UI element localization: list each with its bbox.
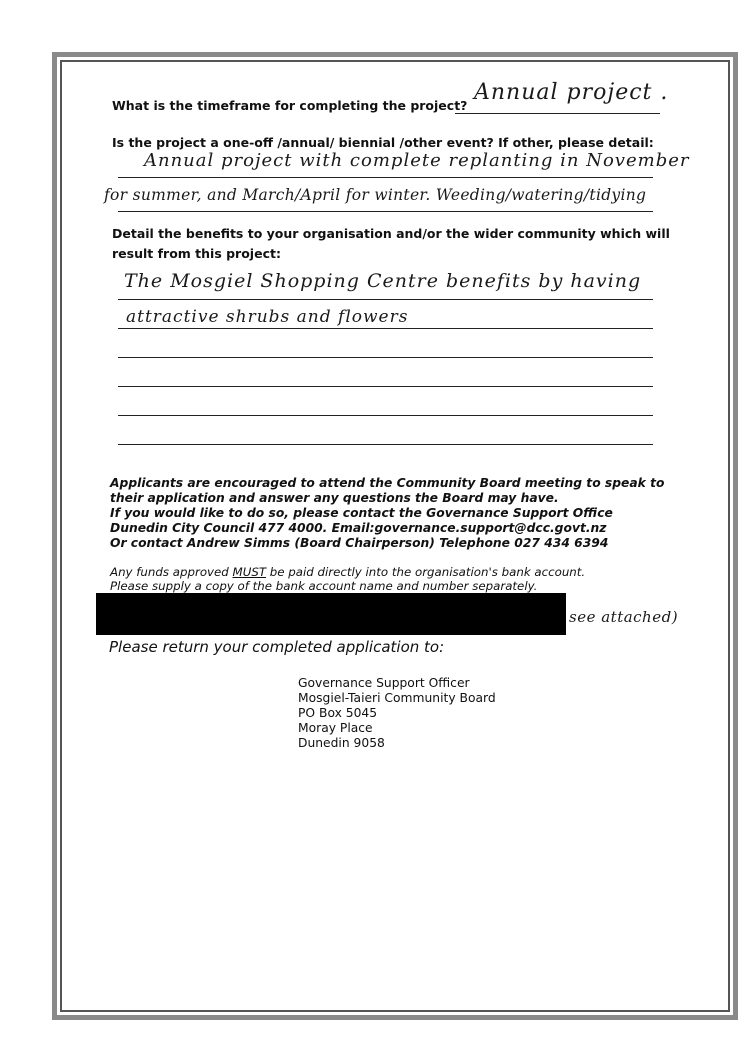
- benefits-answer-line1[interactable]: The Mosgiel Shopping Centre benefits by having: [124, 270, 642, 292]
- funds-line-1-start: Any funds approved: [110, 565, 233, 579]
- address-line-5: Dunedin 9058: [298, 736, 385, 750]
- benefits-rule-6: [118, 444, 653, 445]
- notice-line-5: Or contact Andrew Simms (Board Chairperson) Telephone 027 434 6394: [110, 536, 609, 550]
- funds-must-emphasis: MUST: [232, 565, 267, 579]
- notice-line-4: Dunedin City Council 477 4000. Email:governance.support@dcc.govt.nz: [110, 521, 607, 535]
- event-type-rule-1: [118, 177, 653, 178]
- funds-line-1-end: be paid directly into the organisation's bank account.: [266, 565, 586, 579]
- notice-line-1: Applicants are encouraged to attend the Community Board meeting to speak to: [110, 476, 665, 490]
- timeframe-answer[interactable]: Annual project .: [474, 80, 669, 105]
- return-heading: Please return your completed application to:: [109, 638, 445, 656]
- benefits-rule-5: [118, 415, 653, 416]
- event-type-answer-line2[interactable]: for summer, and March/April for winter. Weeding/watering/tidying: [104, 186, 647, 204]
- benefits-rule-3: [118, 357, 653, 358]
- notice-line-3: If you would like to do so, please contact the Governance Support Office: [110, 506, 613, 520]
- redaction-block: [96, 593, 566, 635]
- funds-line-2: Please supply a copy of the bank account name and number separately.: [110, 579, 538, 593]
- event-type-rule-2: [118, 211, 653, 212]
- benefits-rule-2: [118, 328, 653, 329]
- address-line-3: PO Box 5045: [298, 706, 378, 720]
- timeframe-question: What is the timeframe for completing the project?: [112, 98, 468, 113]
- event-type-question: Is the project a one-off /annual/ biennial /other event? If other, please detail:: [112, 135, 654, 150]
- event-type-answer-line1[interactable]: Annual project with complete replanting in November: [144, 150, 690, 171]
- address-line-4: Moray Place: [298, 721, 373, 735]
- funds-line-1: [110, 566, 585, 580]
- see-attached-note: see attached): [569, 608, 679, 626]
- benefits-rule-1: [118, 299, 653, 300]
- timeframe-answer-line: [455, 113, 660, 114]
- benefits-rule-4: [118, 386, 653, 387]
- benefits-question-line1: Detail the benefits to your organisation and/or the wider community which will: [112, 226, 670, 241]
- benefits-answer-line2[interactable]: attractive shrubs and flowers: [126, 307, 409, 327]
- benefits-question-line2: result from this project:: [112, 246, 281, 261]
- address-line-2: Mosgiel-Taieri Community Board: [298, 691, 496, 705]
- address-line-1: Governance Support Officer: [298, 676, 470, 690]
- notice-line-2: their application and answer any questions the Board may have.: [110, 491, 559, 505]
